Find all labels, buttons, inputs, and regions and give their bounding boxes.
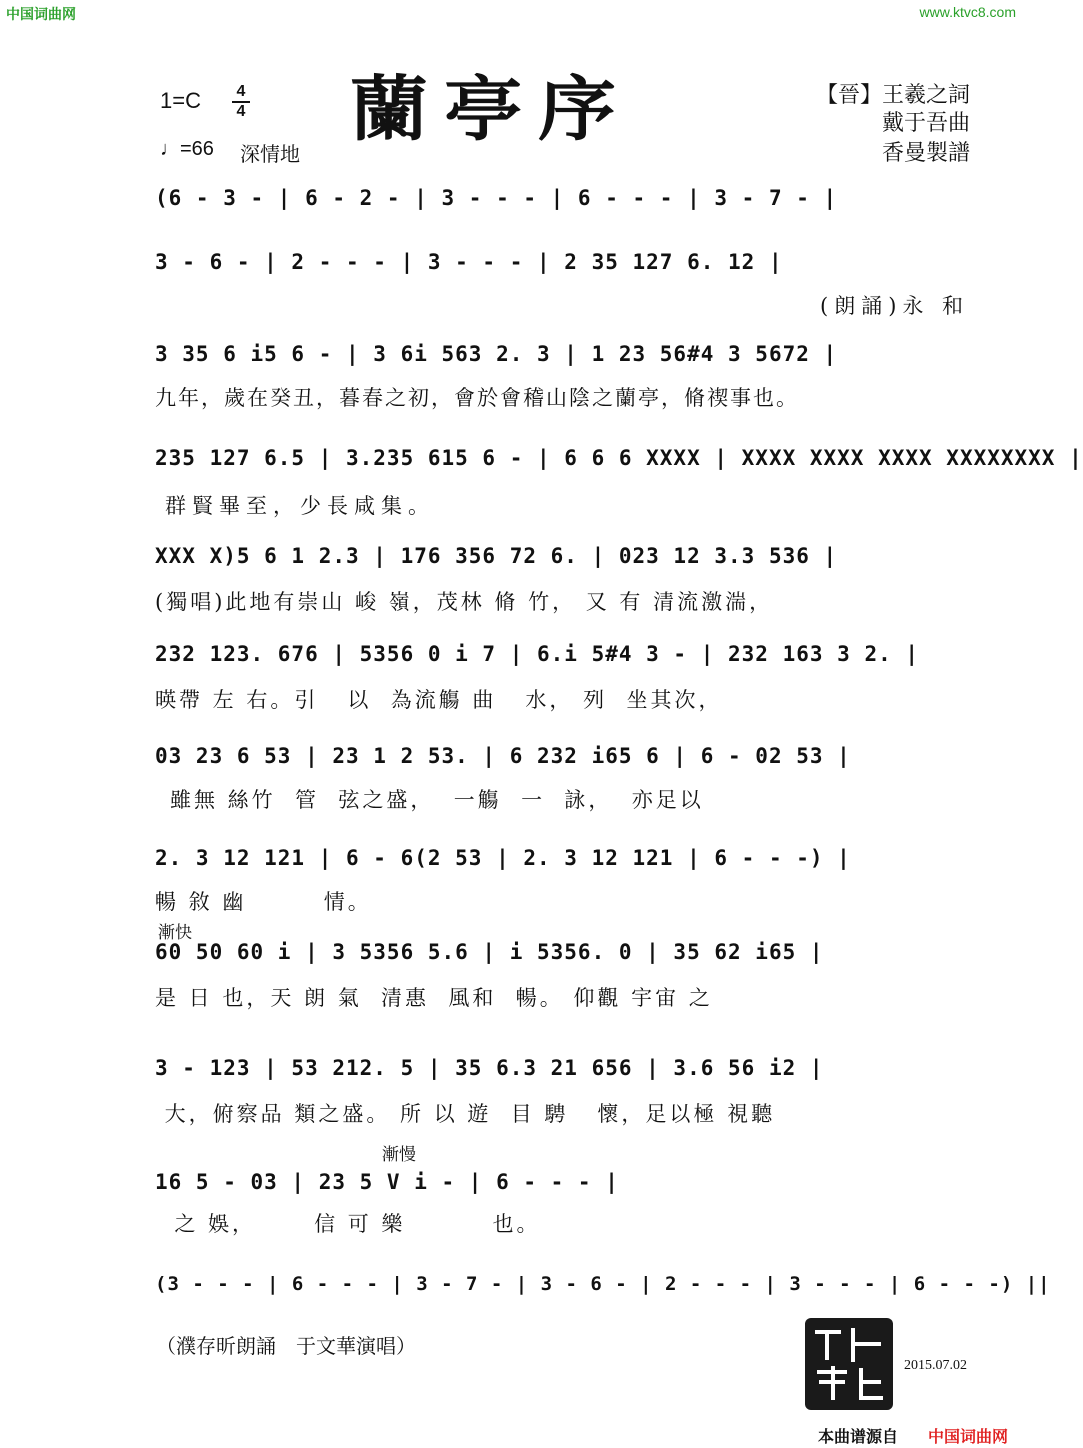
site-url-right[interactable]: www.ktvc8.com	[919, 4, 1016, 20]
site-logo-left[interactable]: 中国词曲网	[6, 7, 76, 23]
score-row-9: 60 50 60 i | 3 5356 5.6 | i 5356. 0 | 35 62 i65 |	[155, 940, 824, 964]
lyric-row-3: 九年，歲在癸丑，暮春之初，會於會稽山陰之蘭亭，脩禊事也。	[155, 386, 799, 410]
key-signature: 1=C	[160, 88, 201, 113]
performers-note: （濮存昕朗誦 于文華演唱）	[156, 1334, 416, 1358]
tempo-marking: ♩=66	[160, 138, 214, 160]
ritardando-marking: 漸慢	[382, 1145, 416, 1165]
source-site-link[interactable]: 中国词曲网	[928, 1427, 1009, 1446]
time-signature	[232, 84, 250, 120]
lyric-row-6: 暎帶 左 右。引 以 為流觴 曲 水， 列 坐其次，	[155, 688, 723, 712]
lyric-row-8: 暢 敘 幽 情。	[155, 890, 372, 914]
time-signature-top: 4	[236, 83, 246, 100]
credit-lyrics: 【晉】王羲之詞	[815, 83, 970, 108]
song-title: 蘭亭序	[350, 68, 633, 151]
score-row-4: 235 127 6.5 | 3.235 615 6 - | 6 6 6 XXXX | XXXX XXXX XXXX XXXXXXXX |	[155, 446, 1083, 470]
score-row-1: (6 - 3 - | 6 - 2 - | 3 - - - | 6 - - - | 3 - 7 - |	[155, 186, 838, 210]
score-row-7: 03 23 6 53 | 23 1 2 53. | 6 232 i65 6 | 6 - 02 53 |	[155, 744, 851, 768]
score-row-3: 3 35 6 i5 6 - | 3 6i 563 2. 3 | 1 23 56#4 3 5672 |	[155, 342, 838, 366]
lyric-row-5: (獨唱)此地有崇山 峻 嶺，茂林 脩 竹， 又 有 清流激湍，	[155, 590, 774, 614]
score-row-6: 232 123. 676 | 5356 0 i 7 | 6.i 5#4 3 - | 232 163 3 2. |	[155, 642, 920, 666]
seal-stamp	[805, 1318, 893, 1410]
score-row-5: XXX X)5 6 1 2.3 | 176 356 72 6. | 023 12 3.3 536 |	[155, 544, 838, 568]
lyric-row-10: 大，俯察品 類之盛。 所 以 遊 目 騁 懷，足以極 視聽	[155, 1102, 776, 1126]
score-date: 2015.07.02	[904, 1358, 967, 1373]
score-row-12: (3 - - - | 6 - - - | 3 - 7 - | 3 - 6 - | 2 - - - | 3 - - - | 6 - - -) ||	[155, 1273, 1051, 1295]
score-row-10: 3 - 123 | 53 212. 5 | 35 6.3 21 656 | 3.6 56 i2 |	[155, 1056, 824, 1080]
score-row-8: 2. 3 12 121 | 6 - 6(2 53 | 2. 3 12 121 | 6 - - -) |	[155, 846, 851, 870]
score-row-2: 3 - 6 - | 2 - - - | 3 - - - | 2 35 127 6. 12 |	[155, 250, 783, 274]
source-label: 本曲谱源自	[818, 1427, 899, 1446]
lyric-row-7: 雖無 絲竹 管 弦之盛， 一觴 一 詠， 亦足以	[170, 788, 704, 812]
lyric-row-9: 是 日 也，天 朗 氣 清惠 風和 暢。 仰觀 宇宙 之	[155, 986, 713, 1010]
credit-music: 戴于吾曲	[881, 111, 970, 136]
lyric-row-11: 之 娛， 信 可 樂 也。	[155, 1212, 541, 1236]
credit-notation: 香曼製譜	[881, 141, 970, 166]
score-row-11: 16 5 - 03 | 23 5 V i - | 6 - - - |	[155, 1170, 619, 1194]
accelerando-marking: 漸快	[158, 923, 192, 943]
lyric-row-2: (朗誦)永 和	[820, 294, 970, 318]
lyric-row-4: 群賢畢至，少長咸集。	[165, 494, 435, 518]
time-signature-bottom: 4	[236, 103, 246, 120]
expression-marking: 深情地	[240, 142, 300, 166]
